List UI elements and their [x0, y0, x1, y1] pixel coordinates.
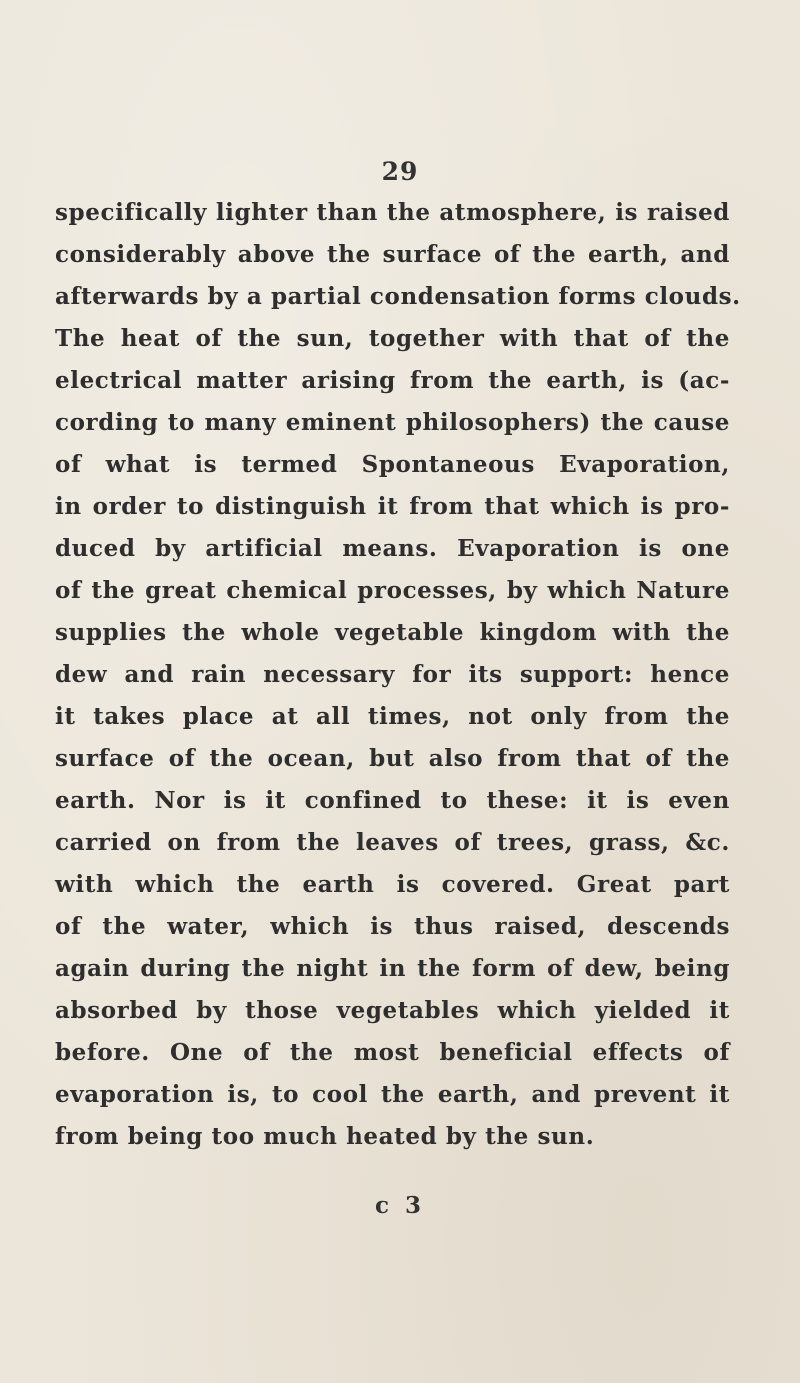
- text-line: in order to distinguish it from that which is pro-: [55, 493, 730, 520]
- text-line: electrical matter arising from the earth, is (ac-: [55, 367, 730, 394]
- page-number: 29: [381, 157, 419, 186]
- text-line: again during the night in the form of dew, being: [55, 955, 730, 982]
- text-line: considerably above the surface of the earth, and: [55, 241, 730, 268]
- text-line: it takes place at all times, not only from the: [55, 703, 730, 730]
- text-line: of the water, which is thus raised, descends: [55, 913, 730, 940]
- text-line: earth. Nor is it confined to these: it is even: [55, 787, 730, 814]
- text-line: carried on from the leaves of trees, grass, &c.: [55, 829, 730, 856]
- signature-mark: c 3: [374, 1192, 425, 1219]
- text-line: of what is termed Spontaneous Evaporation,: [55, 451, 730, 478]
- text-line: of the great chemical processes, by which Nature: [55, 577, 730, 604]
- text-line: cording to many eminent philosophers) the cause: [55, 409, 730, 436]
- text-line: before. One of the most beneficial effects of: [55, 1039, 730, 1066]
- text-line: specifically lighter than the atmosphere, is raised: [55, 199, 730, 226]
- text-line: afterwards by a partial condensation forms clouds.: [55, 283, 741, 310]
- text-line: duced by artificial means. Evaporation is one: [55, 535, 730, 562]
- text-line: supplies the whole vegetable kingdom with the: [55, 619, 730, 646]
- text-line: surface of the ocean, but also from that of the: [55, 745, 730, 772]
- text-line: The heat of the sun, together with that of the: [55, 325, 730, 352]
- text-line: evaporation is, to cool the earth, and prevent it: [55, 1081, 730, 1108]
- text-line: with which the earth is covered. Great part: [55, 871, 730, 898]
- text-line-last: from being too much heated by the sun.: [55, 1123, 595, 1150]
- text-line: dew and rain necessary for its support: hence: [55, 661, 730, 688]
- text-line: absorbed by those vegetables which yielded it: [55, 997, 730, 1024]
